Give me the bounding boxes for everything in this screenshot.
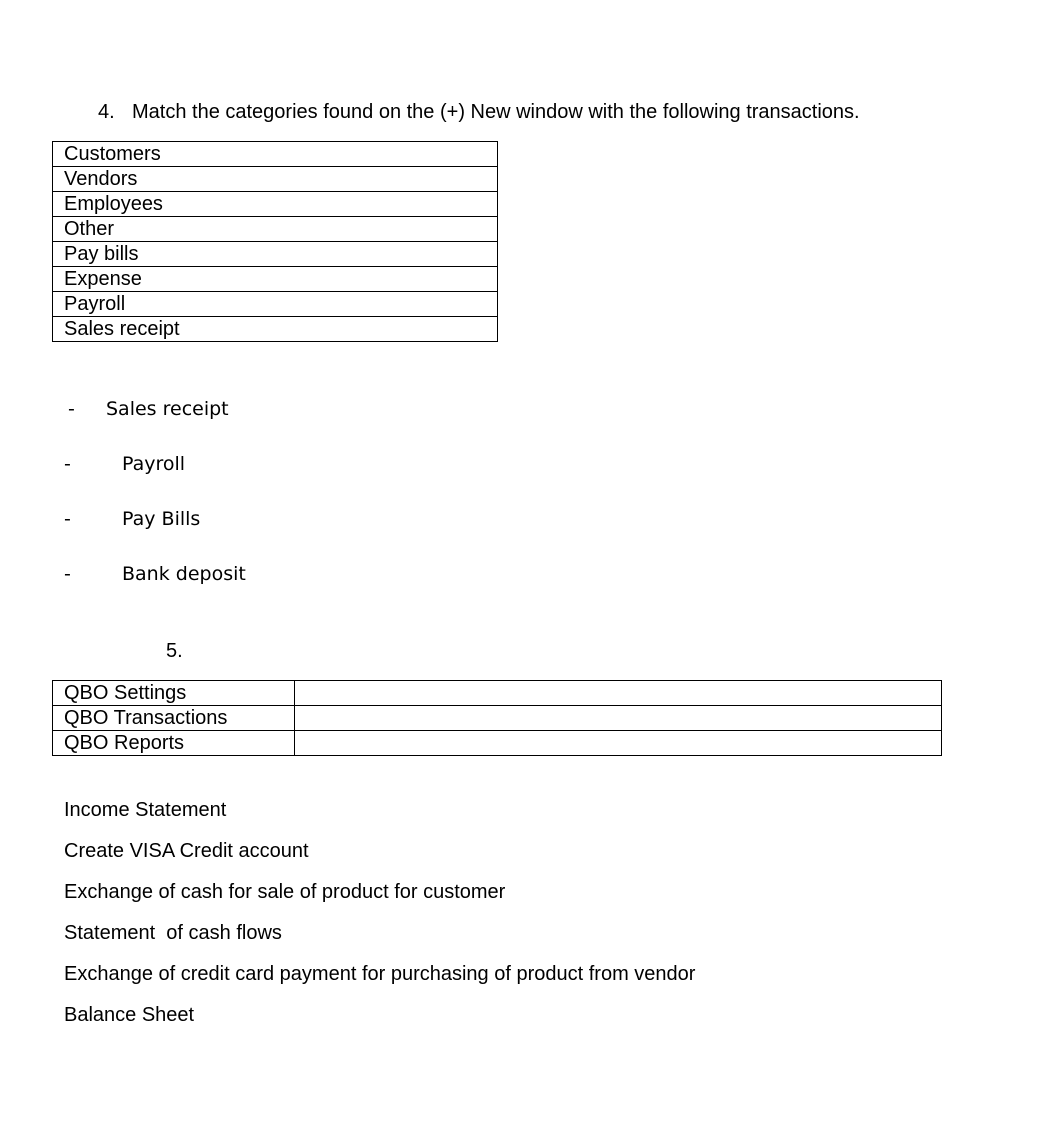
answer-text: Payroll (122, 453, 186, 475)
table-row (53, 217, 498, 242)
qbo-table (52, 680, 942, 756)
list-item: Exchange of credit card payment for purchasing of product from vendor (64, 963, 696, 985)
table-row (53, 731, 942, 756)
list-item: Statement of cash flows (64, 922, 282, 944)
table-row (53, 706, 942, 731)
answer-text: Sales receipt (106, 398, 229, 420)
category-cell: Pay bills (53, 242, 498, 267)
table-row (53, 317, 498, 342)
answer-text: Pay Bills (122, 508, 201, 530)
category-cell: Customers (53, 142, 498, 167)
question-5-number: 5. (166, 640, 183, 662)
table-row (53, 292, 498, 317)
qbo-answer-cell[interactable] (295, 731, 942, 756)
qbo-answer-cell[interactable] (295, 681, 942, 706)
category-cell: Expense (53, 267, 498, 292)
category-cell: Payroll (53, 292, 498, 317)
categories-table (52, 141, 498, 342)
table-row (53, 242, 498, 267)
category-cell: Sales receipt (53, 317, 498, 342)
list-item: Income Statement (64, 799, 227, 821)
table-row (53, 267, 498, 292)
list-item: Create VISA Credit account (64, 840, 309, 862)
answer-text: Bank deposit (122, 563, 246, 585)
answer-item (68, 398, 368, 424)
bullet-dash: - (64, 508, 71, 530)
category-cell: Vendors (53, 167, 498, 192)
table-row (53, 142, 498, 167)
question-4-number: 4. (98, 101, 115, 123)
list-item: Exchange of cash for sale of product for customer (64, 881, 506, 903)
bullet-dash: - (64, 563, 71, 585)
table-row (53, 167, 498, 192)
question-4-prompt (98, 101, 860, 124)
qbo-label-cell: QBO Transactions (53, 706, 295, 731)
qbo-label-cell: QBO Settings (53, 681, 295, 706)
qbo-label-cell: QBO Reports (53, 731, 295, 756)
table-row (53, 192, 498, 217)
category-cell: Other (53, 217, 498, 242)
category-cell: Employees (53, 192, 498, 217)
answer-item (64, 563, 364, 589)
qbo-answer-cell[interactable] (295, 706, 942, 731)
table-row (53, 681, 942, 706)
question-4-text: Match the categories found on the (+) New window with the following transactions. (132, 101, 860, 123)
list-item: Balance Sheet (64, 1004, 195, 1026)
bullet-dash: - (68, 398, 75, 420)
bullet-dash: - (64, 453, 71, 475)
answer-item (64, 508, 364, 534)
answer-item (64, 453, 364, 479)
